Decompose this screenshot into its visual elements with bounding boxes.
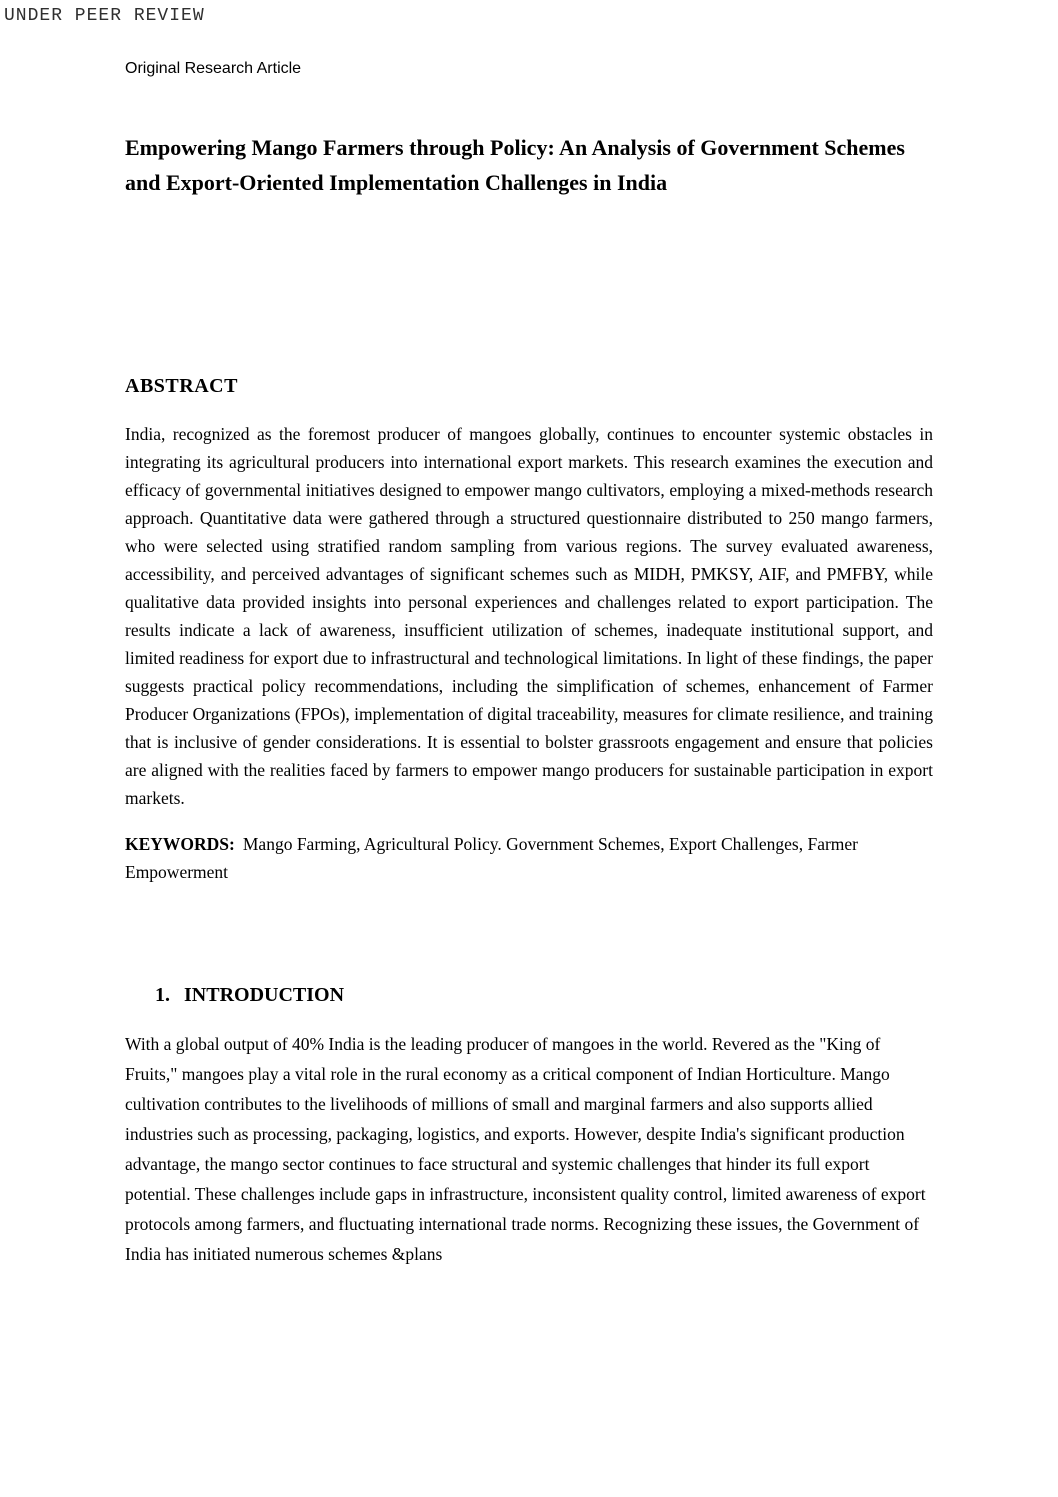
introduction-text: With a global output of 40% India is the leading producer of mangoes in the world. Revered as the "King of Fruits," mangoes play a vital role in the rural economy as a critical component of Indian Horticulture. Mango cultivation contributes to the livelihoods of millions of small and marginal farmers and also supports allied industries such as processing, packaging, logistics, and exports. However, despite India's significant production advantage, the mango sector continues to face structural and systemic challenges that hinder its full export potential. These challenges include gaps in infrastructure, inconsistent quality control, limited awareness of export protocols among farmers, and fluctuating international trade norms. Recognizing these issues, the Government of India has initiated numerous schemes &plans: [125, 1033, 926, 1264]
keywords-text: Mango Farming, Agricultural Policy. Government Schemes, Export Challenges, Farmer Empowerment: [125, 833, 859, 882]
introduction-heading-number: 1.: [155, 983, 170, 1006]
keywords-label: KEYWORDS:: [125, 833, 235, 854]
introduction-heading: [155, 984, 933, 1007]
paper-title: Empowering Mango Farmers through Policy: An Analysis of Government Schemes and Export-Oriented Implementation Challenges in India: [125, 135, 905, 195]
page-content: [125, 0, 933, 1286]
keywords-line: [125, 830, 933, 886]
introduction-heading-text: INTRODUCTION: [184, 983, 345, 1006]
abstract-text: India, recognized as the foremost producer of mangoes globally, continues to encounter systemic obstacles in integrating its agricultural producers into international export markets. This research examines the execution and efficacy of governmental initiatives designed to empower mango cultivators, employing a mixed-methods research approach. Quantitative data were gathered through a structured questionnaire distributed to 250 mango farmers, who were selected using stratified random sampling from various regions. The survey evaluated awareness, accessibility, and perceived advantages of significant schemes such as MIDH, PMKSY, AIF, and PMFBY, while qualitative data provided insights into personal experiences and challenges related to export participation. The results indicate a lack of awareness, insufficient utilization of schemes, inadequate institutional support, and limited readiness for export due to infrastructural and technological limitations. In light of these findings, the paper suggests practical policy recommendations, including the simplification of schemes, enhancement of Farmer Producer Organizations (FPOs), implementation of digital traceability, measures for climate resilience, and training that is inclusive of gender considerations. It is essential to bolster grassroots engagement and ensure that policies are aligned with the realities faced by farmers to empower mango producers for sustainable participation in export markets.: [125, 424, 933, 808]
abstract-heading: ABSTRACT: [125, 375, 238, 397]
article-type-label: Original Research Article: [125, 60, 302, 77]
peer-review-watermark: UNDER PEER REVIEW: [4, 6, 205, 26]
